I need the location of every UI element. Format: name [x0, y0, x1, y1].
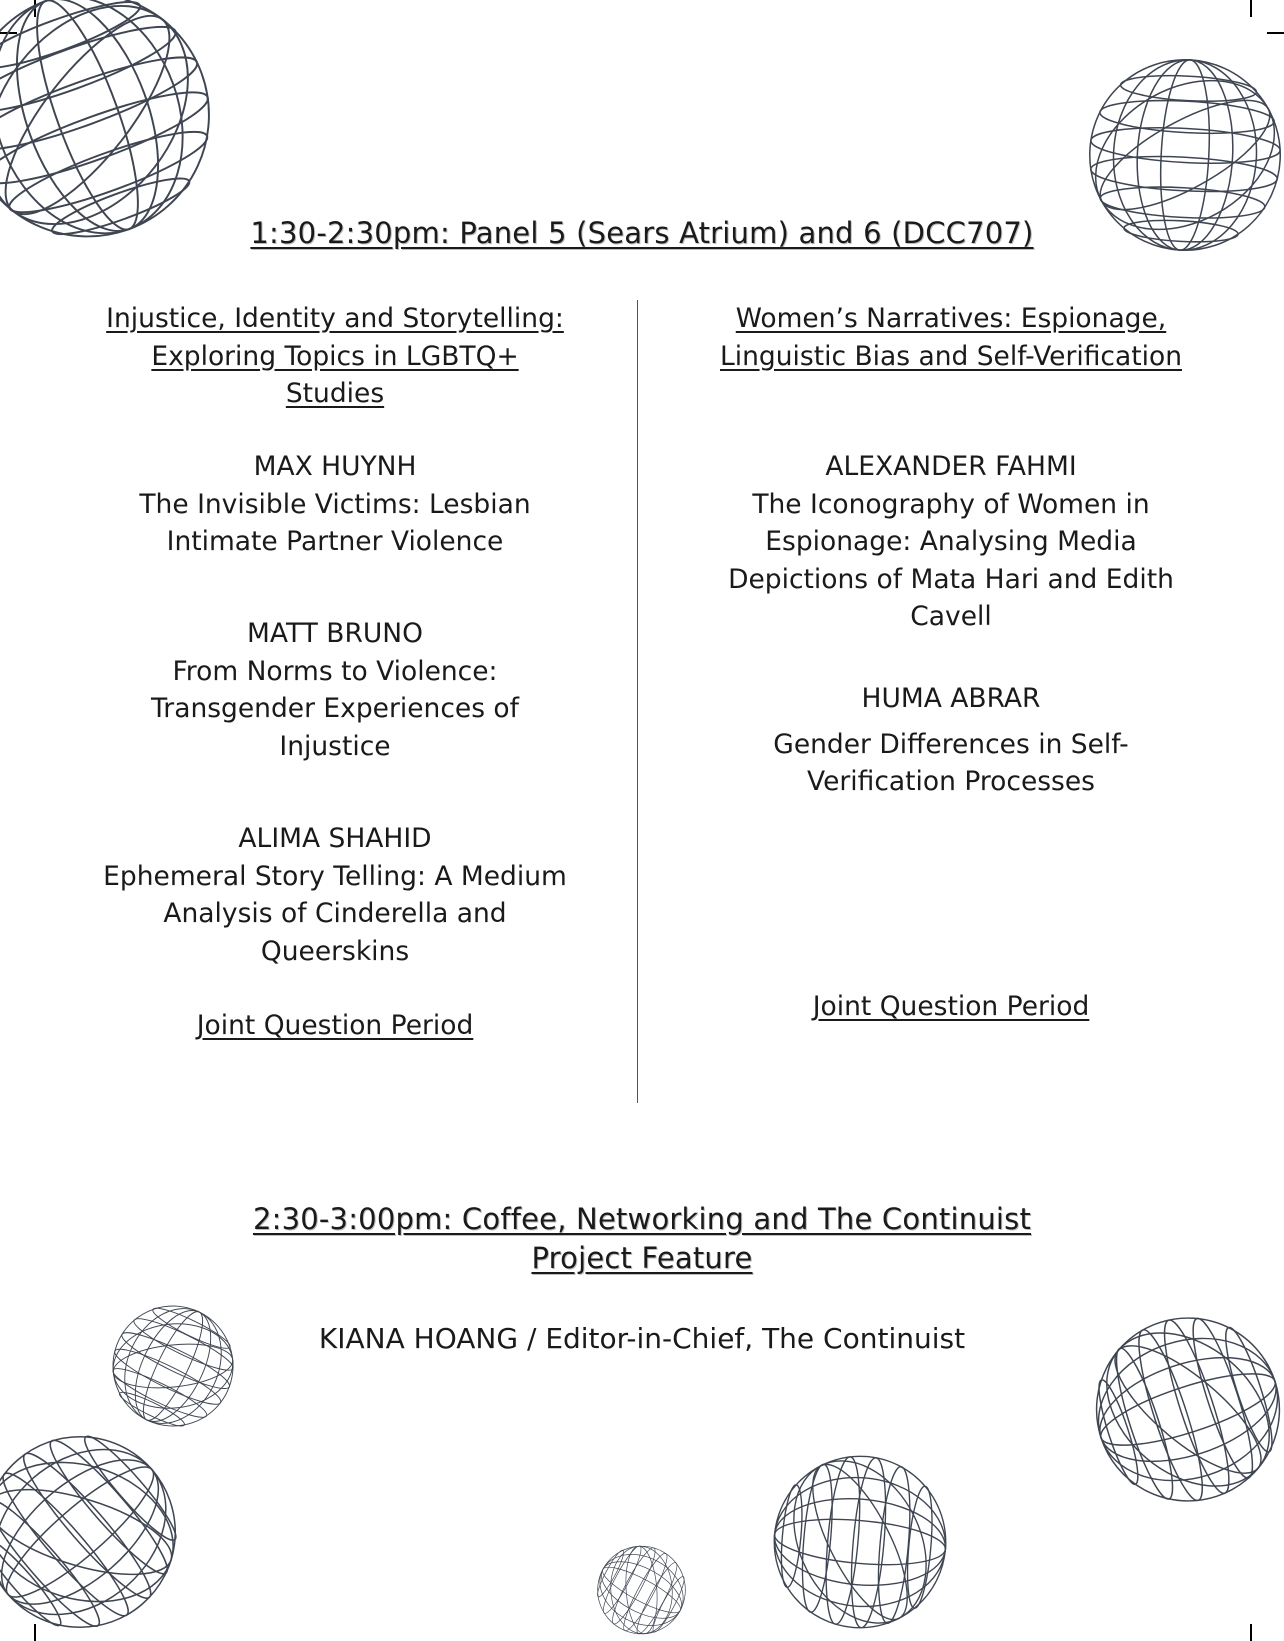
session-heading — [0, 1200, 1284, 1278]
presenter-entry — [70, 615, 600, 765]
panel-title-line: Linguistic Bias and Self-Verification — [719, 340, 1183, 372]
panel-title-line: Studies — [285, 378, 385, 409]
presentation-title-line: The Invisible Victims: Lesbian — [139, 488, 531, 520]
presenter-name: MAX HUYNH — [253, 451, 417, 482]
presentation-title-line: Gender Differences in Self- — [773, 728, 1129, 760]
left-panel — [70, 300, 600, 1060]
globe-icon — [762, 1452, 958, 1632]
presentation-title-line: From Norms to Violence: — [172, 655, 498, 687]
presenter-entry — [678, 680, 1224, 801]
session-heading: 1:30-2:30pm: Panel 5 (Sears Atrium) and 6 (DCC707) — [250, 216, 1034, 250]
session-heading-line: Project Feature — [531, 1241, 753, 1275]
globe-icon — [578, 1544, 705, 1636]
presentation-title-line: Depictions of Mata Hari and Edith — [728, 563, 1174, 595]
presentation-title-line: Intimate Partner Violence — [166, 526, 504, 557]
globe-icon — [1092, 1257, 1284, 1562]
featured-speaker: KIANA HOANG / Editor-in-Chief, The Continuist — [318, 1322, 966, 1355]
panel-title-line: Exploring Topics in LGBTQ+ — [151, 340, 519, 372]
crop-mark-top-right — [1250, 0, 1252, 17]
crop-mark-top-right-h — [1267, 32, 1284, 34]
presenter-name: ALIMA SHAHID — [238, 823, 432, 854]
right-panel — [678, 300, 1224, 1060]
presenter-name: HUMA ABRAR — [861, 683, 1041, 714]
globe-graphic — [578, 1544, 705, 1636]
globe-graphic — [1092, 1257, 1284, 1562]
presentation-title-line: Ephemeral Story Telling: A Medium — [103, 860, 567, 892]
globe-graphic — [0, 1432, 190, 1632]
presentation-title-line: Injustice — [279, 730, 391, 762]
presenter-name: ALEXANDER FAHMI — [825, 451, 1077, 482]
globe-icon — [0, 1432, 190, 1632]
question-period: Joint Question Period — [196, 1010, 474, 1041]
presentation-title-line: Analysis of Cinderella and — [163, 898, 507, 929]
presentation-title-line: Cavell — [910, 601, 992, 632]
presentation-title-line: Transgender Experiences of — [151, 693, 519, 724]
panel-title-line: Women’s Narratives: Espionage, — [735, 303, 1167, 334]
panel-title — [70, 300, 600, 413]
panel-title — [678, 300, 1224, 375]
presenter-entry — [678, 448, 1224, 636]
session-heading-line: 2:30-3:00pm: Coffee, Networking and The Continuist — [252, 1202, 1032, 1236]
presenter-entry — [70, 448, 600, 561]
presentation-title-line: The Iconography of Women in — [752, 488, 1150, 520]
presentation-title-line: Espionage: Analysing Media — [765, 526, 1137, 557]
panel-title-line: Injustice, Identity and Storytelling: — [106, 303, 564, 334]
presentation-title-line: Verification Processes — [807, 766, 1095, 797]
question-period: Joint Question Period — [812, 991, 1090, 1022]
globe-graphic — [762, 1452, 958, 1632]
presenter-entry — [70, 820, 600, 970]
crop-mark-bottom-right — [1250, 1624, 1252, 1641]
column-divider — [637, 300, 638, 1103]
presenter-name: MATT BRUNO — [247, 618, 423, 649]
presentation-title-line: Queerskins — [260, 935, 410, 967]
